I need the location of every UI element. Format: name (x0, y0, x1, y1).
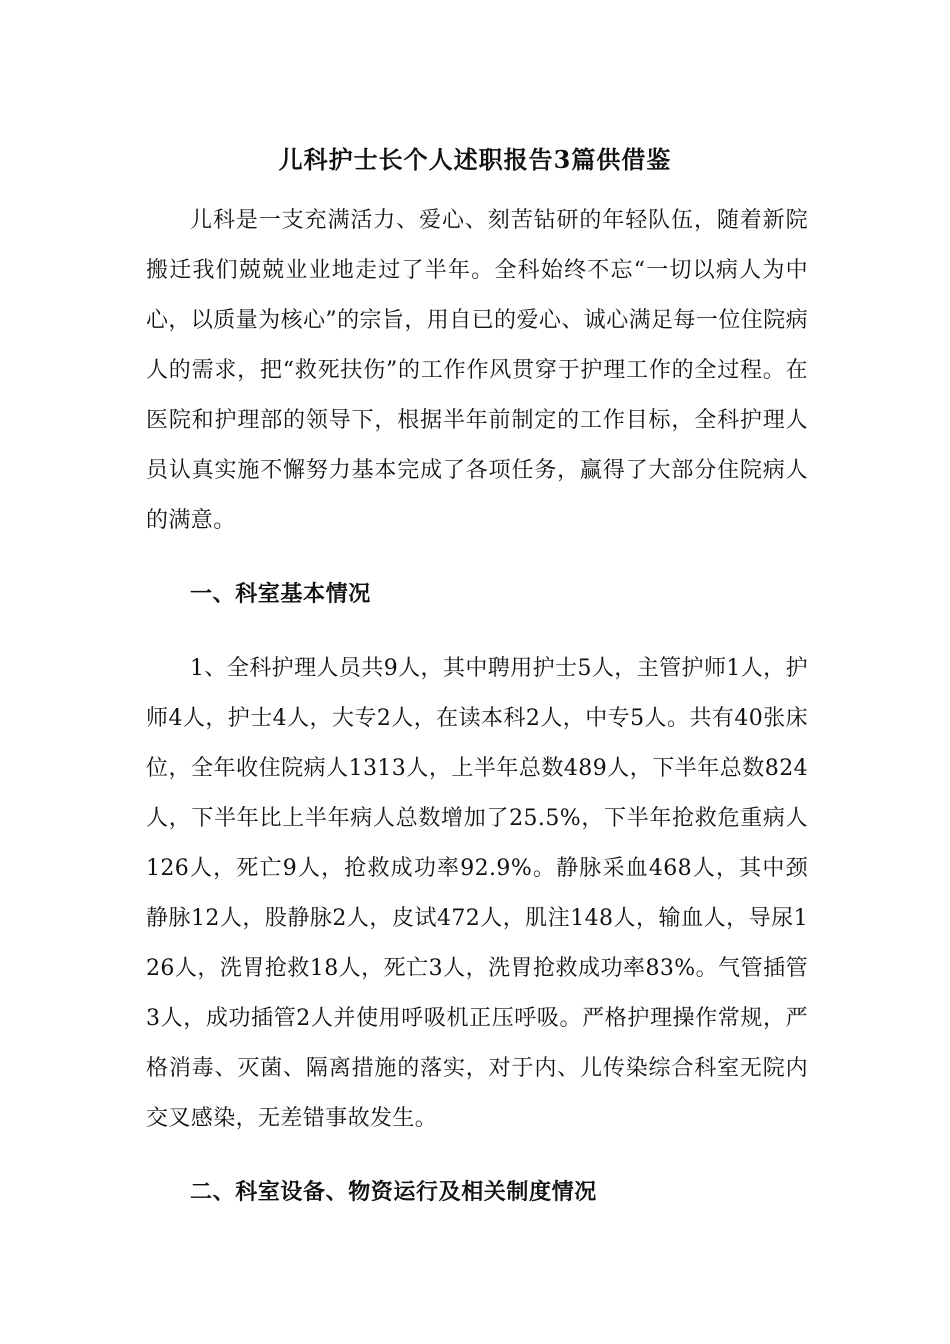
intro-paragraph: 儿科是一支充满活力、爱心、刻苦钻研的年轻队伍，随着新院搬迁我们兢兢业业地走过了半年。全科始终不忘“一切以病人为中心，以质量为核心”的宗旨，用自已的爱心、诚心满足每一位住院病人的需求，把“救死扶伤”的工作作风贯穿于护理工作的全过程。在医院和护理部的领导下，根据半年前制定的工作目标，全科护理人员认真实施不懈努力基本完成了各项任务，赢得了大部分住院病人的满意。 (146, 208, 808, 533)
basic-info-paragraph: 1、全科护理人员共9人，其中聘用护士5人，主管护师1人，护师4人，护士4人，大专2人，在读本科2人，中专5人。共有40张床位，全年收住院病人1313人，上半年总数489人，下半年总数824人，下半年比上半年病人总数增加了25.5%，下半年抢救危重病人126人，死亡9人，抢救成功率92.9%。静脉采血468人，其中颈静脉12人，股静脉2人，皮试472人，肌注148人，输血人，导尿126人，洗胃抢救18人，死亡3人，洗胃抢救成功率83%。气管插管3人，成功插管2人并使用呼吸机正压呼吸。严格护理操作常规，严格消毒、灭菌、隔离措施的落实，对于内、儿传染综合科室无院内交叉感染，无差错事故发生。 (146, 656, 808, 1131)
section-heading-basic-info: 一、科室基本情况 (190, 581, 371, 607)
document-body (146, 196, 808, 1242)
document-title: 儿科护士长个人述职报告3篇供借鉴 (278, 145, 672, 174)
section-heading-equipment: 二、科室设备、物资运行及相关制度情况 (190, 1179, 597, 1205)
